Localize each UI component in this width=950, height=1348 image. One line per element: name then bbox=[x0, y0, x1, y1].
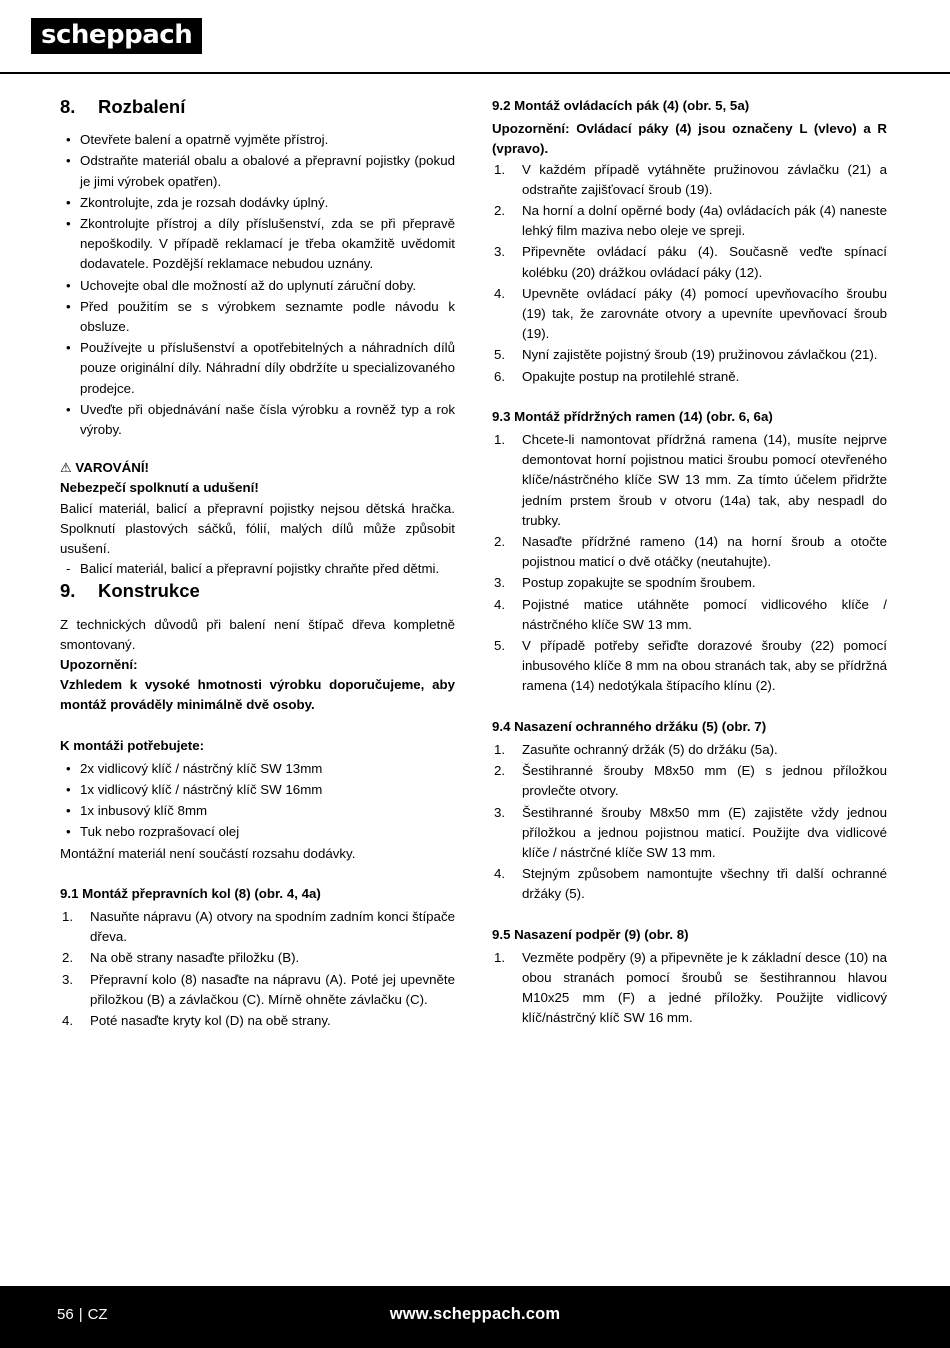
section-number-9: 9. bbox=[60, 580, 76, 602]
list-item: Opakujte postup na protilehlé straně. bbox=[522, 368, 740, 384]
list-item: Stejným způsobem namontujte všechny tři další ochranné držáky (5). bbox=[522, 866, 887, 902]
footer-language: CZ bbox=[87, 1306, 108, 1323]
section-heading-9 bbox=[60, 580, 455, 602]
list-item: Na horní a dolní opěrné body (4a) ovládacích pák (4) naneste lehký film maziva nebo oleje ve spreji. bbox=[522, 203, 887, 239]
list-item: • Odstraňte materiál obalu a obalové a přepravní pojistky (pokud je jimi výrobek opatřen). bbox=[60, 151, 455, 191]
construction-intro: Z technických důvodů při balení není štípač dřeva kompletně smontovaný. bbox=[60, 616, 455, 652]
list-item: Postup zopakujte se spodním šroubem. bbox=[522, 575, 756, 591]
list-item: V každém případě vytáhněte pružinovou závlačku (21) a odstraňte zajišťovací šroub (19). bbox=[522, 161, 887, 197]
list-item: Nasaďte přídržné rameno (14) na horní šroub a otočte pojistnou maticí o dvě otáčky (neutahujte). bbox=[522, 534, 887, 570]
warning-dash-list bbox=[60, 559, 455, 579]
footer-separator: | bbox=[78, 1306, 83, 1323]
list-item: • Otevřete balení a opatrně vyjměte přístroj. bbox=[60, 130, 455, 150]
support-mount-steps bbox=[492, 948, 887, 1029]
list-item: Šestihranné šrouby M8x50 mm (E) s jednou příložkou provlečte otvory. bbox=[522, 763, 887, 799]
unpacking-bullet-list bbox=[60, 130, 455, 440]
list-item: Vezměte podpěry (9) a připevněte je k základní desce (10) na obou stranách pomocí šroubů se šestihrannou hlavou M10x25 mm (F) a jedné příložky. Použijte vidlicový klíč/nástrčný klíč SW 16 mm. bbox=[522, 949, 887, 1026]
control-lever-steps bbox=[492, 160, 887, 387]
list-item: Šestihranné šrouby M8x50 mm (E) zajistěte vždy jednou příložkou a jednou pojistnou maticí. Použijte dva vidlicové klíče / nástrčné klíče SW 13 mm. bbox=[522, 804, 887, 860]
holding-arm-steps bbox=[492, 430, 887, 697]
right-column bbox=[492, 96, 887, 1030]
list-item: Nyní zajistěte pojistný šroub (19) pružinovou závlačkou (21). bbox=[522, 347, 878, 363]
subsection-heading-9-3: 9.3 Montáž přídržných ramen (14) (obr. 6, 6a) bbox=[492, 408, 773, 424]
warning-title: VAROVÁNÍ! bbox=[75, 460, 149, 476]
list-item: Připevněte ovládací páku (4). Současně veďte spínací kolébku (20) drážkou ovládací páky (12). bbox=[522, 244, 887, 280]
list-item: V případě potřeby seřiďte dorazové šrouby (22) pomocí inbusového klíče 8 mm na obou stranách tak, aby se přídržná ramena (14) nedotýkala štípacího klínu (2). bbox=[522, 638, 887, 694]
section-title-8: Rozbalení bbox=[98, 96, 186, 117]
subsection-heading-9-2: 9.2 Montáž ovládacích pák (4) (obr. 5, 5a) bbox=[492, 98, 750, 113]
list-item: Poté nasaďte kryty kol (D) na obě strany. bbox=[90, 1013, 331, 1029]
wheel-mount-steps bbox=[60, 907, 455, 1031]
tools-needed-footer: Montážní materiál není součástí rozsahu dodávky. bbox=[60, 845, 356, 861]
tools-needed-label: K montáži potřebujete: bbox=[60, 737, 205, 753]
section-title-9: Konstrukce bbox=[98, 580, 200, 602]
construction-notice-text: Vzhledem k vysoké hmotnosti výrobku doporučujeme, aby montáž prováděly minimálně dvě osoby. bbox=[60, 677, 455, 713]
list-item: • Uveďte při objednávání naše čísla výrobku a rovněž typ a rok výroby. bbox=[60, 400, 455, 440]
list-item: Přepravní kolo (8) nasaďte na nápravu (A). Poté jej upevněte přiložkou (B) a závlačkou (C). Mírně ohněte závlačku (C). bbox=[90, 971, 455, 1007]
construction-notice-label: Upozornění: bbox=[60, 657, 138, 673]
list-item: • Zkontrolujte, zda je rozsah dodávky úplný. bbox=[60, 193, 455, 213]
subsection-heading-9-5: 9.5 Nasazení podpěr (9) (obr. 8) bbox=[492, 926, 689, 942]
list-item: Zasuňte ochranný držák (5) do držáku (5a). bbox=[522, 741, 778, 757]
warning-subtitle: Nebezpečí spolknutí a udušení! bbox=[60, 480, 259, 496]
list-item: • Zkontrolujte přístroj a díly příslušenství, zda se při přepravě nepoškodily. V případě reklamací je třeba okamžitě uvědomit dodavatele. Pozdější reklamace nebudou uznány. bbox=[60, 214, 455, 275]
page-content bbox=[0, 96, 950, 1286]
warning-triangle-icon: ⚠ bbox=[60, 460, 72, 476]
page-footer bbox=[0, 1286, 950, 1348]
section-number-8: 8. bbox=[60, 96, 76, 117]
list-item: Pojistné matice utáhněte pomocí vidlicového klíče / nástrčného klíče SW 13 mm. bbox=[522, 596, 887, 632]
protective-bracket-steps bbox=[492, 740, 887, 905]
page-header bbox=[0, 0, 950, 72]
list-item: Upevněte ovládací páky (4) pomocí upevňovacího šroubu (19) tak, že zarovnáte otvory a upevníte upevňovací šroub (19). bbox=[522, 285, 887, 342]
section-9-2-notice: Upozornění: Ovládací páky (4) jsou označeny L (vlevo) a R (vpravo). bbox=[492, 121, 887, 157]
left-column bbox=[60, 96, 455, 1032]
list-item: • Před použitím se s výrobkem seznamte podle návodu k obsluze. bbox=[60, 297, 455, 337]
subsection-heading-9-1: 9.1 Montáž přepravních kol (8) (obr. 4, 4a) bbox=[60, 885, 321, 901]
list-item: Chcete-li namontovat přídržná ramena (14), musíte nejprve demontovat horní pojistnou matici šroubu pomocí otevřeného klíče/nástrčného klíče SW 13 mm. Za tímto účelem přidržte jedním prstem šroub v otvoru (14a) tak, aby nespadl do trubky. bbox=[522, 432, 887, 528]
header-divider bbox=[0, 72, 950, 74]
list-item: • Uchovejte obal dle možností až do uplynutí záruční doby. bbox=[60, 276, 455, 296]
list-item: • 1x inbusový klíč 8mm bbox=[60, 801, 455, 821]
list-item: - Balicí materiál, balicí a přepravní pojistky chraňte před dětmi. bbox=[60, 559, 455, 579]
section-heading-8 bbox=[60, 96, 455, 118]
footer-website-url: www.scheppach.com bbox=[389, 1305, 561, 1323]
list-item: Na obě strany nasaďte přiložku (B). bbox=[90, 950, 300, 966]
tools-needed-list bbox=[60, 759, 455, 843]
list-item: Nasuňte nápravu (A) otvory na spodním zadním konci štípače dřeva. bbox=[90, 909, 455, 945]
warning-text: Balicí materiál, balicí a přepravní pojistky nejsou dětská hračka. Spolknutí plastových sáčků, fólií, malých dílů může způsobit usušení. bbox=[60, 500, 455, 557]
list-item: • 1x vidlicový klíč / nástrčný klíč SW 16mm bbox=[60, 780, 455, 800]
scheppach-logo: scheppach bbox=[31, 18, 202, 54]
subsection-heading-9-4: 9.4 Nasazení ochranného držáku (5) (obr. 7) bbox=[492, 718, 767, 734]
list-item: • 2x vidlicový klíč / nástrčný klíč SW 13mm bbox=[60, 759, 455, 779]
list-item: • Tuk nebo rozprašovací olej bbox=[60, 822, 455, 842]
page-number: 56 bbox=[57, 1306, 74, 1323]
warning-heading bbox=[60, 458, 455, 478]
list-item: • Používejte u příslušenství a opotřebitelných a náhradních dílů pouze originální díly. Náhradní díly obdržíte u specializovaného prodejce. bbox=[60, 338, 455, 399]
